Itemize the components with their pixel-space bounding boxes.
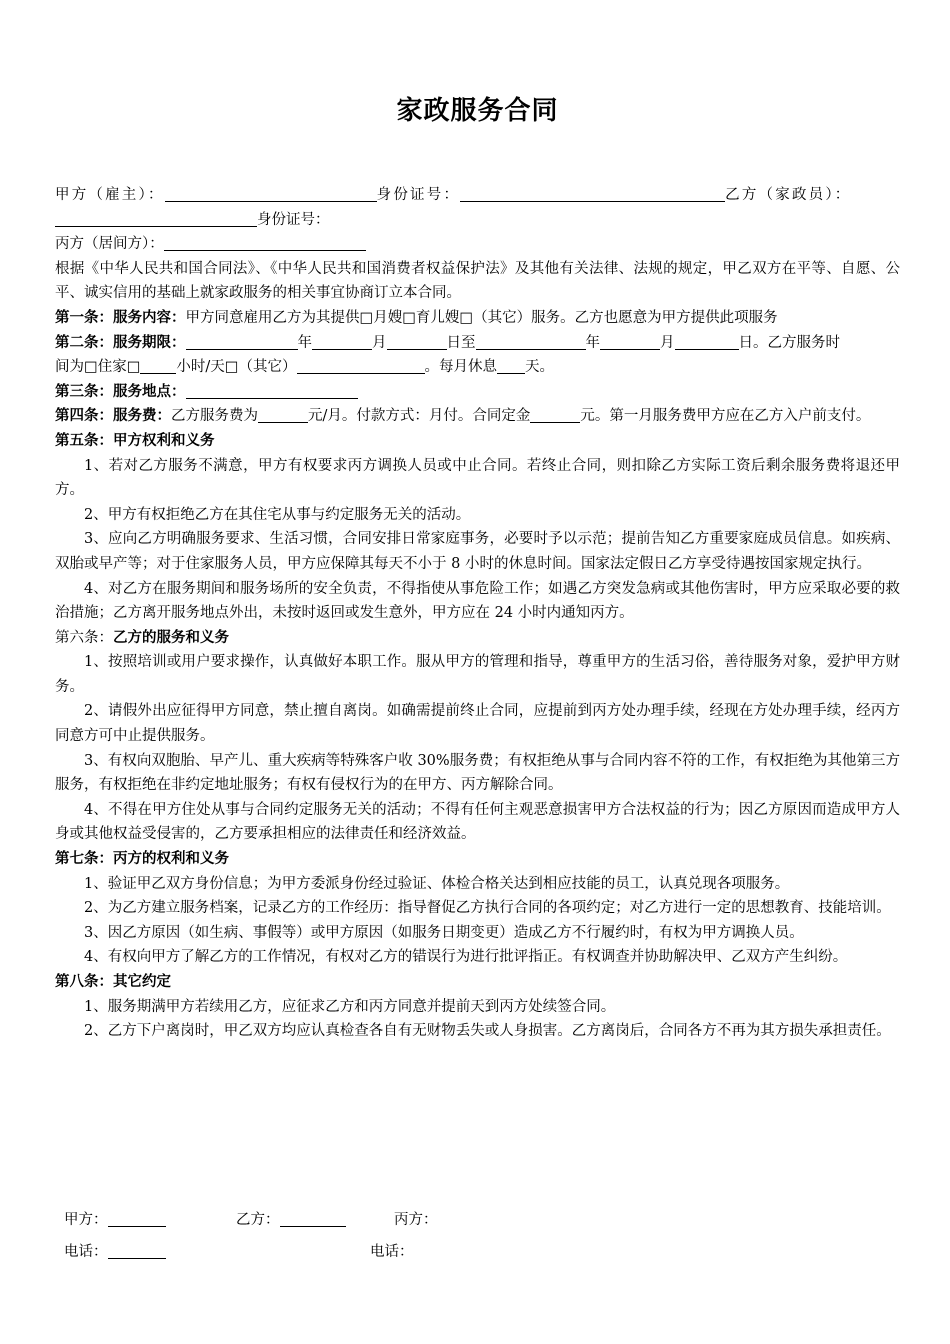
- article-6-item: 4、不得在甲方住处从事与合同约定服务无关的活动；不得有任何主观恶意损害甲方合法权益的行为；因乙方原因而造成甲方人身或其他权益受侵害的，乙方要承担相应的法律责任和经济效益。: [55, 801, 900, 843]
- article-2-line2: [55, 355, 900, 380]
- signature-b-label: 乙方：: [236, 1212, 280, 1228]
- other-blank[interactable]: [297, 357, 425, 374]
- end-day-blank[interactable]: [675, 333, 739, 350]
- id-label-b: 身份证号：: [257, 211, 330, 228]
- article-1: [55, 306, 900, 331]
- party-a-line: [55, 183, 900, 208]
- contract-body: [55, 183, 900, 1044]
- party-c-label: 丙方（居间方）：: [55, 236, 164, 253]
- article-8-item: 1、服务期满甲方若续用乙方，应征求乙方和丙方同意并提前天到丙方处续签合同。: [84, 998, 616, 1015]
- article-3: [55, 380, 900, 405]
- first-month-label: 元。第一月服务费甲方应在乙方入户前支付。: [580, 408, 871, 425]
- party-b-id-blank[interactable]: [55, 210, 257, 227]
- phone-a: [64, 1240, 166, 1264]
- year-label: 年: [297, 334, 312, 351]
- rest-label: 。每月休息: [424, 359, 497, 376]
- hours-blank[interactable]: [140, 357, 176, 374]
- article-6-item: 3、有权向双胞胎、早产儿、重大疾病等特殊客户收 30%服务费；有权拒绝从事与合同内容不符的工作，有权拒绝为其他第三方服务，有权拒绝在非约定地址服务；有权有侵权行为的在甲方、丙方解除合同。: [55, 752, 900, 794]
- preamble: 根据《中华人民共和国合同法》、《中华人民共和国消费者权益保护法》及其他有关法律、法规的规定，甲乙双方在平等、自愿、公平、诚实信用的基础上就家政服务的相关事宜协商订立本合同。: [55, 260, 900, 302]
- party-c-blank[interactable]: [164, 234, 366, 251]
- fee-label: 乙方服务费为: [171, 408, 258, 425]
- service-location-blank[interactable]: [186, 382, 358, 399]
- month2-label: 月: [660, 334, 675, 351]
- article-4: [55, 404, 900, 429]
- article-7-item: 4、有权向甲方了解乙方的工作情况，有权对乙方的错误行为进行批评指正。有权调查并协助解决甲、乙双方产生纠纷。: [84, 949, 848, 966]
- phone-a-blank[interactable]: [108, 1242, 166, 1259]
- party-a-id-blank[interactable]: [460, 185, 725, 202]
- article-8-heading: 第八条：其它约定: [55, 973, 171, 990]
- article-6-heading: [55, 626, 900, 651]
- start-month-blank[interactable]: [312, 333, 372, 350]
- page-title: 家政服务合同: [396, 96, 559, 126]
- year2-label: 年: [585, 334, 600, 351]
- article-5-item: 3、应向乙方明确服务要求、生活习惯，合同安排日常家庭事务，必要时予以示范；提前告知乙方重要家庭成员信息。如疾病、双胎或早产等；对于住家服务人员，甲方应保障其每天不小于 8 小时的休息时间。国家法定假日乙方享受待遇按国家规定执行。: [55, 531, 900, 572]
- signature-c-label: 丙方：: [394, 1212, 438, 1228]
- article-5-item: 2、甲方有权拒绝乙方在其住宅从事与约定服务无关的活动。: [84, 506, 471, 523]
- article-5-item: 1、若对乙方服务不满意，甲方有权要求丙方调换人员或中止合同。若终止合同，则扣除乙方实际工资后剩余服务费将退还甲方。: [55, 457, 900, 499]
- article-6-item: 1、按照培训或用户要求操作，认真做好本职工作。服从甲方的管理和指导，尊重甲方的生活习俗，善待服务对象，爱护甲方财务。: [55, 654, 900, 695]
- start-year-blank[interactable]: [186, 333, 298, 350]
- article-1-text: 甲方同意雇用乙方为其提供□月嫂□育儿嫂□（其它）服务。乙方也愿意为甲方提供此项服务: [185, 309, 778, 326]
- article-1-heading: 第一条：服务内容：: [55, 308, 186, 326]
- month-label: 月: [372, 334, 387, 351]
- day-end-label: 日。乙方服务时: [738, 334, 840, 351]
- payment-label: 元/月。付款方式：月付。合同定金: [308, 408, 531, 425]
- party-a-blank[interactable]: [165, 185, 377, 202]
- article-7-item: 1、验证甲乙双方身份信息；为甲方委派身份经过验证、体检合格关达到相应技能的员工，认真兑现各项服务。: [84, 875, 790, 892]
- article-4-heading: 第四条：服务费：: [55, 407, 171, 425]
- phone-a-label: 电话：: [64, 1244, 108, 1260]
- signature-c: [394, 1208, 438, 1232]
- article-2: [55, 331, 900, 356]
- signature-a: [64, 1208, 166, 1232]
- article-8-item: 2、乙方下户离岗时，甲乙双方均应认真检查各自有无财物丢失或人身损害。乙方离岗后，合同各方不再为其方损失承担责任。: [84, 1023, 891, 1040]
- article-7-item: 3、因乙方原因（如生病、事假等）或甲方原因（如服务日期变更）造成乙方不行履约时，有权为甲方调换人员。: [84, 924, 804, 941]
- signature-b: [236, 1208, 346, 1232]
- article-5-heading: 第五条：甲方权利和义务: [55, 431, 215, 449]
- article-3-heading: 第三条：服务地点：: [55, 382, 186, 400]
- article-6-number: 第六条：: [55, 629, 113, 646]
- deposit-blank[interactable]: [530, 406, 580, 423]
- rest-days-label: 天。: [525, 359, 554, 376]
- day-to-label: 日至: [446, 334, 476, 351]
- article-7-heading: 第七条：丙方的权利和义务: [55, 850, 229, 868]
- signature-a-label: 甲方：: [64, 1212, 108, 1228]
- party-b-label: 乙方（家政员）：: [725, 187, 852, 203]
- end-year-blank[interactable]: [476, 333, 586, 350]
- article-5-item: 4、对乙方在服务期间和服务场所的安全负责，不得指使从事危险工作；如遇乙方突发急病或其他伤害时，甲方应采取必要的救治措施；乙方离开服务地点外出，未按时返回或发生意外，甲方应在 24 小时内通知丙方。: [55, 580, 900, 622]
- party-c-line: [55, 232, 900, 257]
- article-2-heading: 第二条：服务期限：: [55, 333, 186, 351]
- monthly-fee-blank[interactable]: [258, 406, 308, 423]
- phone-c: [370, 1240, 414, 1264]
- article-7-item: 2、为乙方建立服务档案，记录乙方的工作经历：指导督促乙方执行合同的各项约定；对乙方进行一定的思想教育、技能培训。: [84, 900, 891, 917]
- party-a-label: 甲方（雇主）：: [55, 187, 165, 203]
- start-day-blank[interactable]: [387, 333, 447, 350]
- service-time-label: 间为□住家□: [55, 359, 141, 376]
- article-6-title: 乙方的服务和义务: [113, 628, 229, 646]
- rest-days-blank[interactable]: [497, 357, 525, 374]
- end-month-blank[interactable]: [600, 333, 660, 350]
- signature-b-blank[interactable]: [280, 1210, 346, 1227]
- article-6-item: 2、请假外出应征得甲方同意，禁止擅自离岗。如确需提前终止合同，应提前到丙方处办理手续，经现在方处办理手续，经丙方同意方可中止提供服务。: [55, 703, 900, 745]
- signature-a-blank[interactable]: [108, 1210, 166, 1227]
- hours-label: 小时/天□（其它）: [176, 359, 297, 376]
- party-b-line: [55, 208, 900, 233]
- id-label: 身份证号：: [376, 187, 461, 203]
- phone-c-label: 电话：: [370, 1244, 414, 1260]
